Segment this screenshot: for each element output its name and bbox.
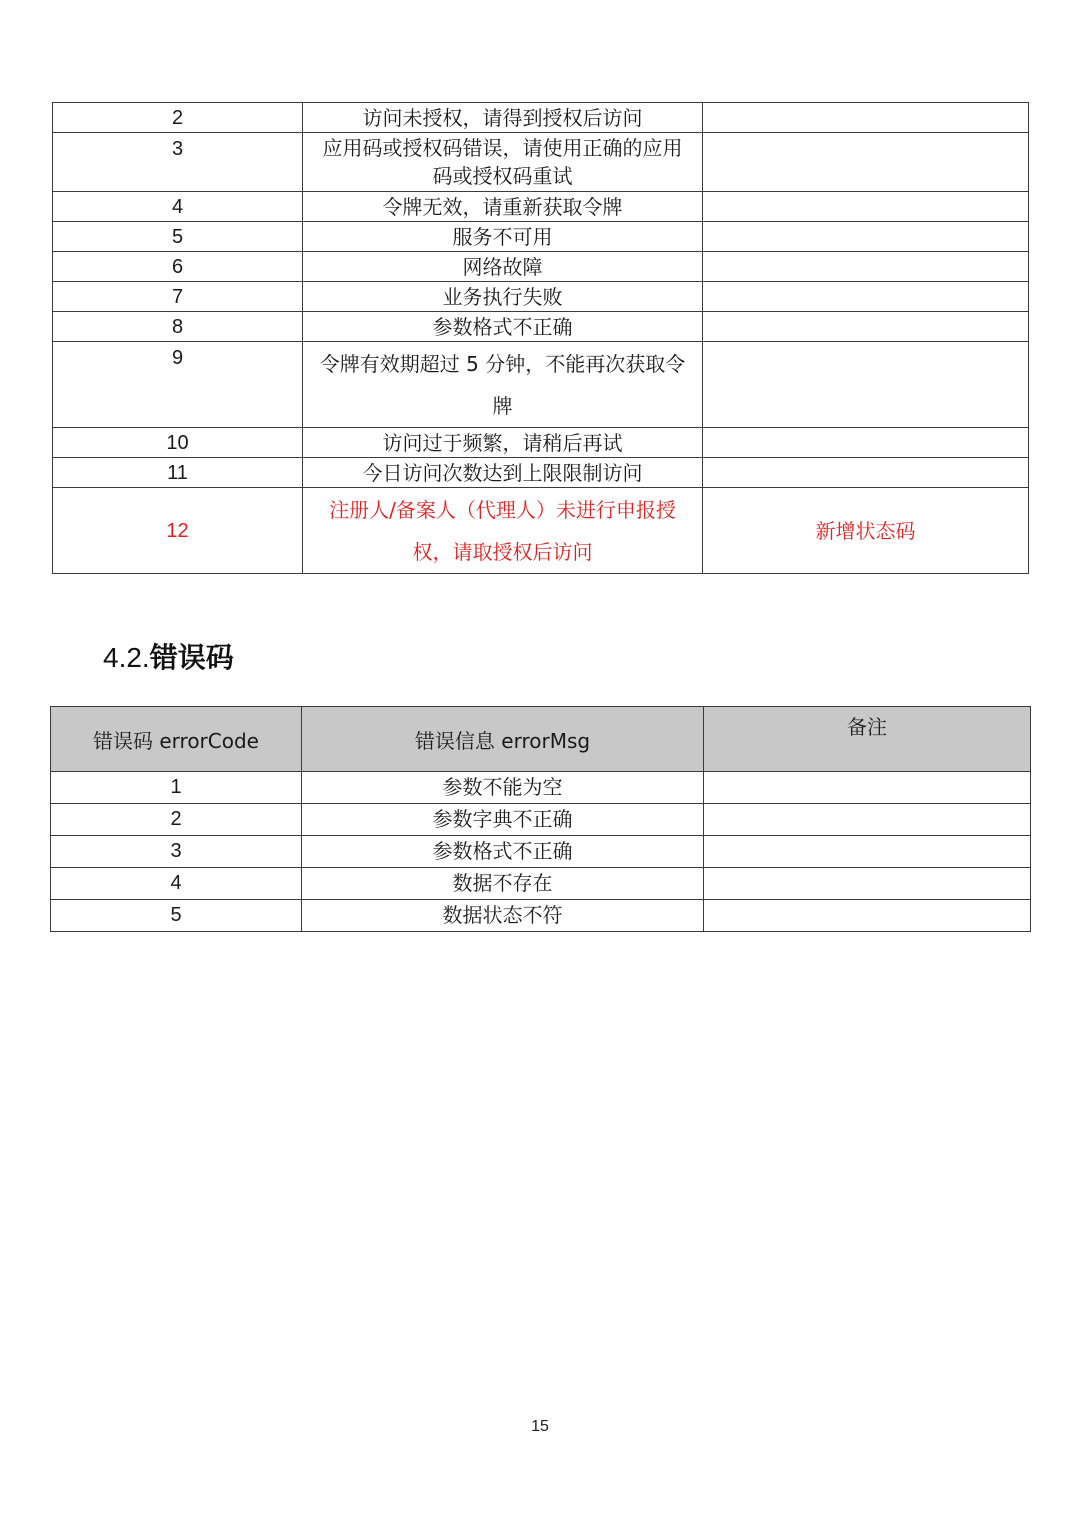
status-code: 11 [53,458,303,488]
status-note [703,342,1029,428]
status-note: 新增状态码 [703,488,1029,574]
error-note [704,868,1031,900]
status-message: 今日访问次数达到上限限制访问 [303,458,703,488]
status-message: 业务执行失败 [303,282,703,312]
error-message: 数据状态不符 [302,900,704,932]
status-code: 10 [53,428,303,458]
table-row [51,836,1031,868]
table-row [51,900,1031,932]
status-code: 2 [53,103,303,133]
status-code: 9 [53,342,303,428]
table-row [53,428,1029,458]
status-note [703,458,1029,488]
error-message: 数据不存在 [302,868,704,900]
error-message: 参数不能为空 [302,772,704,804]
error-note [704,804,1031,836]
status-code: 12 [53,488,303,574]
error-code: 3 [51,836,302,868]
status-message: 注册人/备案人（代理人）未进行申报授权，请取授权后访问 [303,488,703,574]
error-code-table [50,706,1031,932]
table-row [53,342,1029,428]
status-code: 6 [53,252,303,282]
section-heading [103,636,234,676]
error-note [704,772,1031,804]
table-header-row [51,707,1031,772]
status-code: 5 [53,222,303,252]
status-note [703,282,1029,312]
status-note [703,312,1029,342]
header-error-msg: 错误信息 errorMsg [302,707,704,772]
error-code: 2 [51,804,302,836]
status-note [703,103,1029,133]
table-row [51,772,1031,804]
table-row [53,282,1029,312]
status-code: 3 [53,133,303,192]
status-code-table [52,102,1029,574]
table-row-highlighted [53,488,1029,574]
status-message: 访问过于频繁，请稍后再试 [303,428,703,458]
error-message: 参数字典不正确 [302,804,704,836]
status-note [703,192,1029,222]
status-code: 4 [53,192,303,222]
status-note [703,222,1029,252]
status-message: 访问未授权，请得到授权后访问 [303,103,703,133]
status-message: 令牌无效，请重新获取令牌 [303,192,703,222]
status-message: 应用码或授权码错误，请使用正确的应用码或授权码重试 [303,133,703,192]
status-message: 网络故障 [303,252,703,282]
page-number: 15 [531,1418,549,1435]
status-message: 服务不可用 [303,222,703,252]
table-row [53,133,1029,192]
error-message: 参数格式不正确 [302,836,704,868]
table-row [53,103,1029,133]
status-code: 8 [53,312,303,342]
table-row [53,192,1029,222]
table-row [53,312,1029,342]
section-number: 4.2. [103,642,150,673]
error-note [704,836,1031,868]
status-code: 7 [53,282,303,312]
section-title: 错误码 [149,641,234,674]
status-note [703,252,1029,282]
header-error-code: 错误码 errorCode [51,707,302,772]
error-note [704,900,1031,932]
status-message: 令牌有效期超过 5 分钟，不能再次获取令牌 [303,342,703,428]
table-row [51,868,1031,900]
error-code: 1 [51,772,302,804]
status-message: 参数格式不正确 [303,312,703,342]
status-note [703,428,1029,458]
header-note: 备注 [704,707,1031,772]
status-note [703,133,1029,192]
table-row [53,458,1029,488]
error-code: 5 [51,900,302,932]
table-row [53,252,1029,282]
error-code: 4 [51,868,302,900]
table-row [51,804,1031,836]
table-row [53,222,1029,252]
